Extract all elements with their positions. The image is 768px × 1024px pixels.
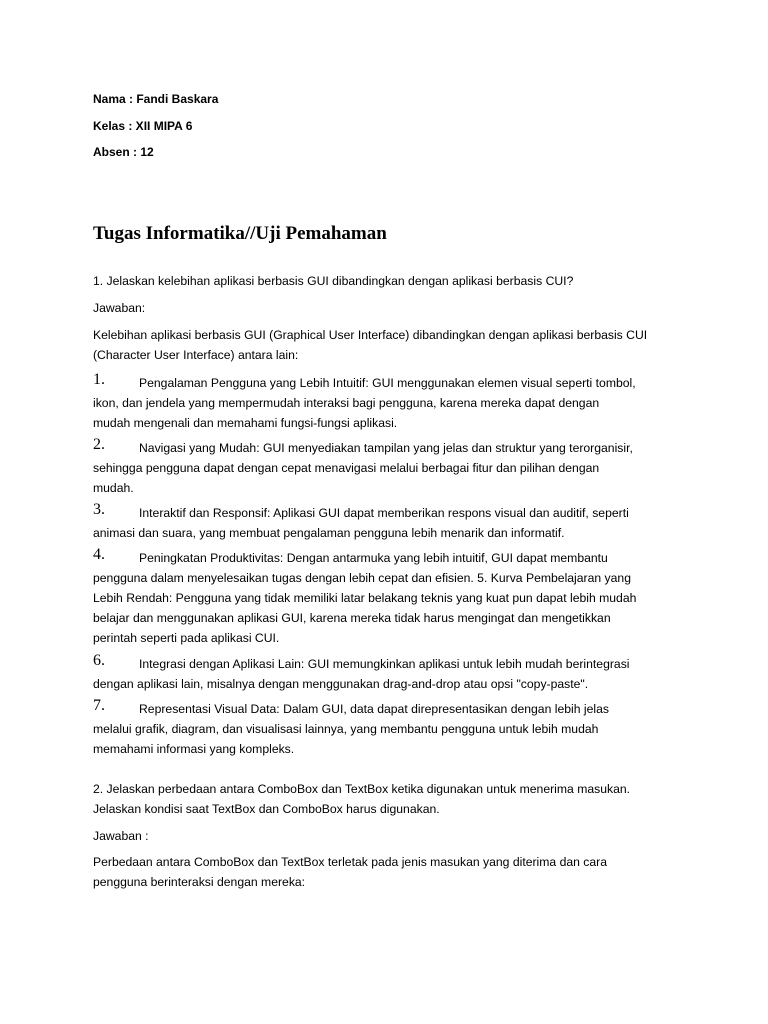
- answer-2-intro: [93, 852, 683, 892]
- list-item-text: Representasi Visual Data: Dalam GUI, data dapat direpresentasikan dengan lebih jelas: [139, 702, 609, 716]
- answer-2-label: Jawaban :: [93, 829, 149, 843]
- question-2: [93, 779, 683, 819]
- list-item-number: 3.: [93, 501, 105, 518]
- answer-1-intro: [93, 325, 683, 365]
- list-item-text: animasi dan suara, yang membuat pengalaman pengguna lebih menarik dan informatif.: [93, 526, 565, 540]
- list-item-text: ikon, dan jendela yang mempermudah interaksi bagi pengguna, karena mereka dapat dengan: [93, 396, 600, 410]
- list-item-text: perintah seperti pada aplikasi CUI.: [93, 631, 280, 645]
- list-item-number: 2.: [93, 436, 105, 453]
- list-item-number: 4.: [93, 546, 105, 563]
- student-class: Kelas : XII MIPA 6: [93, 119, 193, 133]
- student-name: Nama : Fandi Baskara: [93, 92, 219, 106]
- list-item-7: [93, 699, 683, 759]
- list-item-6: [93, 654, 683, 694]
- document-title: Tugas Informatika//Uji Pemahaman: [93, 223, 387, 244]
- list-item-text: pengguna dalam menyelesaikan tugas dengan lebih cepat dan efisien. 5. Kurva Pembelajaran yang: [93, 571, 631, 585]
- list-item-text: Interaktif dan Responsif: Aplikasi GUI dapat memberikan respons visual dan auditif, seperti: [139, 506, 629, 520]
- question-2-line: Jelaskan kondisi saat TextBox dan ComboBox harus digunakan.: [93, 802, 440, 816]
- answer-2-intro-line: pengguna berinteraksi dengan mereka:: [93, 875, 306, 889]
- list-item-text: dengan aplikasi lain, misalnya dengan menggunakan drag-and-drop atau opsi "copy-paste".: [93, 677, 589, 691]
- list-item-number: 6.: [93, 652, 105, 669]
- list-item-text: Peningkatan Produktivitas: Dengan antarmuka yang lebih intuitif, GUI dapat membantu: [139, 551, 608, 565]
- list-item-text: mudah mengenali dan memahami fungsi-fungsi aplikasi.: [93, 416, 398, 430]
- list-item-text: Navigasi yang Mudah: GUI menyediakan tampilan yang jelas dan struktur yang terorganisir,: [139, 441, 633, 455]
- list-item-number: 1.: [93, 371, 105, 388]
- answer-1-intro-line: Kelebihan aplikasi berbasis GUI (Graphical User Interface) dibandingkan dengan aplikasi berbasis CUI: [93, 328, 648, 342]
- list-item-text: mudah.: [93, 481, 134, 495]
- list-item-text: belajar dan menggunakan aplikasi GUI, karena mereka tidak harus mengingat dan mengetikkan: [93, 611, 611, 625]
- answer-2-intro-line: Perbedaan antara ComboBox dan TextBox terletak pada jenis masukan yang diterima dan cara: [93, 855, 607, 869]
- list-item-text: Pengalaman Pengguna yang Lebih Intuitif: GUI menggunakan elemen visual seperti tombol,: [139, 376, 636, 390]
- list-item-4: [93, 548, 683, 648]
- student-attendance-number: Absen : 12: [93, 145, 154, 159]
- list-item-1: [93, 373, 683, 433]
- list-item-2: [93, 438, 683, 498]
- list-item-text: Integrasi dengan Aplikasi Lain: GUI memungkinkan aplikasi untuk lebih mudah berintegrasi: [139, 657, 630, 671]
- list-item-text: Lebih Rendah: Pengguna yang tidak memiliki latar belakang teknis yang kuat pun dapat lebih mudah: [93, 591, 637, 605]
- answer-1-label: Jawaban:: [93, 301, 146, 315]
- question-1: 1. Jelaskan kelebihan aplikasi berbasis GUI dibandingkan dengan aplikasi berbasis CUI?: [93, 274, 574, 288]
- list-item-3: [93, 503, 683, 543]
- list-item-text: sehingga pengguna dapat dengan cepat menavigasi melalui berbagai fitur dan pilihan dengan: [93, 461, 600, 475]
- list-item-text: memahami informasi yang kompleks.: [93, 742, 295, 756]
- answer-1-intro-line: (Character User Interface) antara lain:: [93, 348, 299, 362]
- question-2-line: 2. Jelaskan perbedaan antara ComboBox dan TextBox ketika digunakan untuk menerima masukan.: [93, 782, 631, 796]
- list-item-text: melalui grafik, diagram, dan visualisasi lainnya, yang membantu pengguna untuk lebih mudah: [93, 722, 599, 736]
- list-item-number: 7.: [93, 697, 105, 714]
